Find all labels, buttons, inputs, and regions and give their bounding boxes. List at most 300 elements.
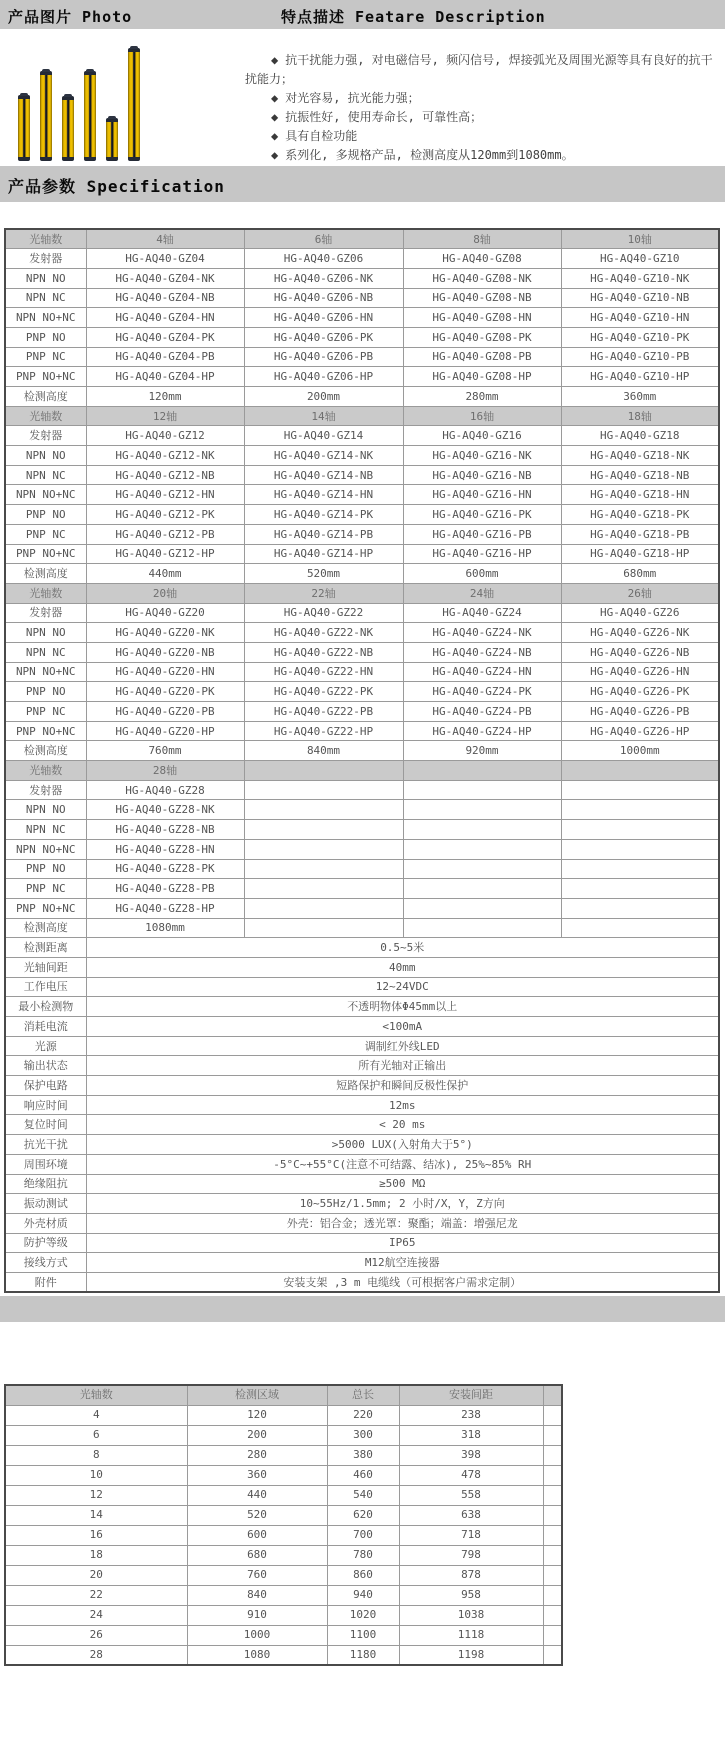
model-number-cell: HG-AQ40-GZ04-PB — [86, 347, 244, 367]
model-number-cell: 840mm — [244, 741, 403, 761]
spec-general-row — [5, 997, 719, 1017]
axes-header-row — [5, 406, 719, 426]
dimension-header-row — [5, 1385, 562, 1405]
model-number-cell: HG-AQ40-GZ18-HP — [561, 544, 719, 564]
axis-count-cell — [561, 761, 719, 781]
row-label-cell: 复位时间 — [5, 1115, 86, 1135]
spec-model-row — [5, 879, 719, 899]
dimension-cell: 558 — [399, 1485, 543, 1505]
dimension-row — [5, 1445, 562, 1465]
row-label-cell: PNP NC — [5, 879, 86, 899]
row-label-cell: PNP NC — [5, 347, 86, 367]
model-number-cell: HG-AQ40-GZ22 — [244, 603, 403, 623]
spec-model-row — [5, 898, 719, 918]
dimension-cell: 20 — [5, 1565, 187, 1585]
model-number-cell: HG-AQ40-GZ16-NK — [403, 446, 561, 466]
model-number-cell: HG-AQ40-GZ16-PB — [403, 524, 561, 544]
dimension-cell: 1198 — [399, 1645, 543, 1665]
spec-value-cell: 安装支架 ,3 m 电缆线（可根据客户需求定制） — [86, 1272, 719, 1292]
dimension-cell: 840 — [187, 1585, 327, 1605]
dimension-cell: 220 — [327, 1405, 399, 1425]
model-number-cell: HG-AQ40-GZ20-PB — [86, 702, 244, 722]
model-number-cell: HG-AQ40-GZ26-PK — [561, 682, 719, 702]
model-number-cell: HG-AQ40-GZ20 — [86, 603, 244, 623]
spec-value-cell: <100mA — [86, 1017, 719, 1037]
spec-general-row — [5, 1056, 719, 1076]
row-label-cell: PNP NO — [5, 505, 86, 525]
features-section-title: 特点描述 Featare Description — [281, 8, 546, 26]
spec-general-row — [5, 1154, 719, 1174]
model-number-cell: HG-AQ40-GZ22-PK — [244, 682, 403, 702]
model-number-cell: HG-AQ40-GZ22-NB — [244, 642, 403, 662]
empty-cell — [543, 1545, 562, 1565]
row-label-cell: 响应时间 — [5, 1095, 86, 1115]
model-number-cell: HG-AQ40-GZ24-NK — [403, 623, 561, 643]
spec-model-row — [5, 505, 719, 525]
spec-model-row — [5, 327, 719, 347]
dimension-cell: 718 — [399, 1525, 543, 1545]
model-number-cell: HG-AQ40-GZ06-NK — [244, 268, 403, 288]
row-label-cell: 周围环境 — [5, 1154, 86, 1174]
row-label-cell: 光轴数 — [5, 406, 86, 426]
spec-value-cell: >5000 LUX(入射角大于5°) — [86, 1135, 719, 1155]
dimension-cell: 10 — [5, 1465, 187, 1485]
spec-model-row — [5, 387, 719, 407]
dimension-cell: 120 — [187, 1405, 327, 1425]
empty-cell — [543, 1485, 562, 1505]
light-curtain-bar — [18, 95, 30, 161]
spec-model-row — [5, 446, 719, 466]
spec-model-row — [5, 249, 719, 269]
axis-count-cell — [244, 761, 403, 781]
feature-list — [245, 51, 719, 184]
row-label-cell: PNP NO+NC — [5, 721, 86, 741]
spec-model-row — [5, 465, 719, 485]
row-label-cell: NPN NC — [5, 288, 86, 308]
model-number-cell: HG-AQ40-GZ26-HN — [561, 662, 719, 682]
dimension-row — [5, 1505, 562, 1525]
spec-model-row — [5, 800, 719, 820]
row-label-cell: 外壳材质 — [5, 1213, 86, 1233]
spec-general-row — [5, 1253, 719, 1273]
dimension-cell: 1020 — [327, 1605, 399, 1625]
dimension-cell: 300 — [327, 1425, 399, 1445]
model-number-cell: HG-AQ40-GZ14-HP — [244, 544, 403, 564]
model-number-cell: HG-AQ40-GZ24 — [403, 603, 561, 623]
model-number-cell — [403, 918, 561, 938]
dimension-row — [5, 1545, 562, 1565]
spec-general-row — [5, 1174, 719, 1194]
model-number-cell: HG-AQ40-GZ04-HN — [86, 308, 244, 328]
spec-model-row — [5, 485, 719, 505]
model-number-cell: HG-AQ40-GZ14 — [244, 426, 403, 446]
axis-count-cell — [403, 761, 561, 781]
axis-count-cell: 20轴 — [86, 583, 244, 603]
spec-general-row — [5, 1076, 719, 1096]
spec-model-row — [5, 623, 719, 643]
model-number-cell: HG-AQ40-GZ04-PK — [86, 327, 244, 347]
column-header-cell: 总长 — [327, 1385, 399, 1405]
spec-model-row — [5, 564, 719, 584]
row-label-cell: 保护电路 — [5, 1076, 86, 1096]
empty-cell — [543, 1405, 562, 1425]
model-number-cell: HG-AQ40-GZ26-NB — [561, 642, 719, 662]
spec-model-row — [5, 820, 719, 840]
row-label-cell: NPN NC — [5, 820, 86, 840]
diamond-bullet-icon: ◆ — [271, 148, 279, 162]
empty-cell — [543, 1525, 562, 1545]
row-label-cell: 光轴数 — [5, 761, 86, 781]
dimension-cell: 1080 — [187, 1645, 327, 1665]
model-number-cell: HG-AQ40-GZ16-HP — [403, 544, 561, 564]
dimension-cell: 360 — [187, 1465, 327, 1485]
model-number-cell: HG-AQ40-GZ18-PB — [561, 524, 719, 544]
model-number-cell — [244, 879, 403, 899]
spec-table — [4, 228, 720, 1293]
row-label-cell: 发射器 — [5, 780, 86, 800]
model-number-cell: HG-AQ40-GZ24-PK — [403, 682, 561, 702]
dimension-cell: 6 — [5, 1425, 187, 1445]
spec-model-row — [5, 544, 719, 564]
dimension-cell: 380 — [327, 1445, 399, 1465]
model-number-cell: HG-AQ40-GZ18-NB — [561, 465, 719, 485]
dimension-cell: 18 — [5, 1545, 187, 1565]
model-number-cell: HG-AQ40-GZ18 — [561, 426, 719, 446]
feature-text: 对光容易, 抗光能力强； — [285, 91, 420, 105]
spec-value-cell: 12ms — [86, 1095, 719, 1115]
model-number-cell: HG-AQ40-GZ26-PB — [561, 702, 719, 722]
row-label-cell: 发射器 — [5, 603, 86, 623]
model-number-cell: HG-AQ40-GZ28-HP — [86, 898, 244, 918]
row-label-cell: 光轴间距 — [5, 957, 86, 977]
dimension-cell: 700 — [327, 1525, 399, 1545]
empty-cell — [543, 1605, 562, 1625]
feature-text: 具有自检功能 — [285, 129, 358, 143]
row-label-cell: PNP NO+NC — [5, 367, 86, 387]
axes-header-row — [5, 583, 719, 603]
model-number-cell: HG-AQ40-GZ06-HN — [244, 308, 403, 328]
model-number-cell — [244, 839, 403, 859]
diamond-bullet-icon: ◆ — [271, 53, 279, 67]
spec-model-row — [5, 682, 719, 702]
model-number-cell: HG-AQ40-GZ20-HP — [86, 721, 244, 741]
model-number-cell: HG-AQ40-GZ16-PK — [403, 505, 561, 525]
model-number-cell: HG-AQ40-GZ04-NB — [86, 288, 244, 308]
dimension-cell: 8 — [5, 1445, 187, 1465]
model-number-cell: HG-AQ40-GZ14-PK — [244, 505, 403, 525]
model-number-cell: HG-AQ40-GZ18-NK — [561, 446, 719, 466]
axes-header-row — [5, 761, 719, 781]
row-label-cell: 光源 — [5, 1036, 86, 1056]
spec-model-row — [5, 702, 719, 722]
axis-count-cell: 22轴 — [244, 583, 403, 603]
dimension-cell: 910 — [187, 1605, 327, 1625]
empty-cell — [543, 1565, 562, 1585]
model-number-cell: HG-AQ40-GZ06-NB — [244, 288, 403, 308]
spec-model-row — [5, 268, 719, 288]
dimension-row — [5, 1525, 562, 1545]
dimension-row — [5, 1425, 562, 1445]
spec-value-cell: M12航空连接器 — [86, 1253, 719, 1273]
empty-cell — [543, 1645, 562, 1665]
feature-item — [245, 89, 719, 108]
photo-section-title: 产品图片 Photo — [8, 8, 133, 26]
model-number-cell: HG-AQ40-GZ10-HN — [561, 308, 719, 328]
spec-section-title: 产品参数 Specification — [8, 177, 225, 196]
model-number-cell — [403, 879, 561, 899]
section-header-specification — [0, 166, 725, 202]
axis-count-cell: 28轴 — [86, 761, 244, 781]
spec-value-cell: 调制红外线LED — [86, 1036, 719, 1056]
model-number-cell: 520mm — [244, 564, 403, 584]
row-label-cell: NPN NO+NC — [5, 308, 86, 328]
model-number-cell — [244, 859, 403, 879]
dimension-cell: 12 — [5, 1485, 187, 1505]
feature-text: 系列化, 多规格产品, 检测高度从120mm到1080mm。 — [285, 148, 574, 162]
row-label-cell: NPN NO+NC — [5, 662, 86, 682]
model-number-cell: HG-AQ40-GZ28-PB — [86, 879, 244, 899]
dimension-cell: 1180 — [327, 1645, 399, 1665]
dimension-cell: 28 — [5, 1645, 187, 1665]
spec-general-row — [5, 1233, 719, 1253]
spec-general-row — [5, 1017, 719, 1037]
model-number-cell — [561, 879, 719, 899]
spec-general-row — [5, 957, 719, 977]
light-curtain-bar — [106, 118, 118, 161]
row-label-cell: NPN NO — [5, 268, 86, 288]
model-number-cell: HG-AQ40-GZ06 — [244, 249, 403, 269]
dimension-cell: 318 — [399, 1425, 543, 1445]
row-label-cell: NPN NO — [5, 800, 86, 820]
model-number-cell: HG-AQ40-GZ12-PB — [86, 524, 244, 544]
model-number-cell: HG-AQ40-GZ20-NK — [86, 623, 244, 643]
row-label-cell: 发射器 — [5, 249, 86, 269]
dimension-cell: 540 — [327, 1485, 399, 1505]
dimension-cell: 680 — [187, 1545, 327, 1565]
empty-cell — [543, 1505, 562, 1525]
dimension-row — [5, 1405, 562, 1425]
dimension-cell: 1000 — [187, 1625, 327, 1645]
feature-item — [245, 127, 719, 146]
model-number-cell: HG-AQ40-GZ24-HP — [403, 721, 561, 741]
model-number-cell: 920mm — [403, 741, 561, 761]
light-curtain-bar — [40, 71, 52, 161]
dimension-cell: 940 — [327, 1585, 399, 1605]
row-label-cell: 防护等级 — [5, 1233, 86, 1253]
axis-count-cell: 16轴 — [403, 406, 561, 426]
spec-general-row — [5, 1095, 719, 1115]
row-label-cell: 绝缘阻抗 — [5, 1174, 86, 1194]
row-label-cell: 光轴数 — [5, 229, 86, 249]
row-label-cell: 检测高度 — [5, 741, 86, 761]
model-number-cell: HG-AQ40-GZ08-NK — [403, 268, 561, 288]
model-number-cell: HG-AQ40-GZ14-PB — [244, 524, 403, 544]
model-number-cell: HG-AQ40-GZ10-NB — [561, 288, 719, 308]
section-divider-bar — [0, 1296, 725, 1322]
model-number-cell: HG-AQ40-GZ28-NK — [86, 800, 244, 820]
row-label-cell: NPN NC — [5, 642, 86, 662]
spec-model-row — [5, 347, 719, 367]
feature-text: 抗振性好, 使用寿命长, 可靠性高； — [285, 110, 483, 124]
model-number-cell — [561, 918, 719, 938]
diamond-bullet-icon: ◆ — [271, 110, 279, 124]
spec-general-row — [5, 1115, 719, 1135]
spec-general-row — [5, 1213, 719, 1233]
spec-general-row — [5, 977, 719, 997]
spec-model-row — [5, 662, 719, 682]
model-number-cell — [561, 820, 719, 840]
row-label-cell: NPN NO — [5, 446, 86, 466]
empty-header-cell — [543, 1385, 562, 1405]
model-number-cell — [403, 859, 561, 879]
row-label-cell: 接线方式 — [5, 1253, 86, 1273]
model-number-cell — [561, 839, 719, 859]
model-number-cell — [244, 800, 403, 820]
feature-item — [245, 51, 719, 89]
model-number-cell — [561, 859, 719, 879]
model-number-cell: HG-AQ40-GZ12-HN — [86, 485, 244, 505]
model-number-cell: HG-AQ40-GZ28-HN — [86, 839, 244, 859]
model-number-cell: HG-AQ40-GZ10-PB — [561, 347, 719, 367]
axis-count-cell: 10轴 — [561, 229, 719, 249]
model-number-cell — [244, 820, 403, 840]
dimension-cell: 280 — [187, 1445, 327, 1465]
model-number-cell: HG-AQ40-GZ08-PB — [403, 347, 561, 367]
model-number-cell: 600mm — [403, 564, 561, 584]
row-label-cell: 检测高度 — [5, 918, 86, 938]
row-label-cell: PNP NO — [5, 859, 86, 879]
model-number-cell: 1000mm — [561, 741, 719, 761]
light-curtain-bar — [128, 48, 140, 161]
spec-model-row — [5, 642, 719, 662]
light-curtain-bar — [62, 96, 74, 161]
dimension-cell: 24 — [5, 1605, 187, 1625]
axis-count-cell: 18轴 — [561, 406, 719, 426]
row-label-cell: 输出状态 — [5, 1056, 86, 1076]
row-label-cell: 检测高度 — [5, 564, 86, 584]
model-number-cell: HG-AQ40-GZ24-HN — [403, 662, 561, 682]
feature-text: 抗干扰能力强, 对电磁信号, 频闪信号, 焊接弧光及周围光源等具有良好的抗干扰能力； — [245, 53, 713, 86]
model-number-cell — [403, 780, 561, 800]
spec-value-cell: IP65 — [86, 1233, 719, 1253]
empty-cell — [543, 1465, 562, 1485]
model-number-cell: HG-AQ40-GZ22-HP — [244, 721, 403, 741]
model-number-cell: HG-AQ40-GZ26 — [561, 603, 719, 623]
row-label-cell: NPN NO — [5, 623, 86, 643]
model-number-cell: 280mm — [403, 387, 561, 407]
model-number-cell: HG-AQ40-GZ10-HP — [561, 367, 719, 387]
model-number-cell: HG-AQ40-GZ22-HN — [244, 662, 403, 682]
column-header-cell: 光轴数 — [5, 1385, 187, 1405]
spec-value-cell: 40mm — [86, 957, 719, 977]
dimension-row — [5, 1485, 562, 1505]
model-number-cell: HG-AQ40-GZ12 — [86, 426, 244, 446]
dimension-row — [5, 1465, 562, 1485]
axis-count-cell: 14轴 — [244, 406, 403, 426]
dimension-row — [5, 1605, 562, 1625]
dimension-cell: 760 — [187, 1565, 327, 1585]
model-number-cell — [244, 898, 403, 918]
dimension-cell: 600 — [187, 1525, 327, 1545]
model-number-cell: HG-AQ40-GZ28-NB — [86, 820, 244, 840]
model-number-cell: HG-AQ40-GZ06-PK — [244, 327, 403, 347]
model-number-cell: HG-AQ40-GZ04-NK — [86, 268, 244, 288]
spec-value-cell: 所有光轴对正输出 — [86, 1056, 719, 1076]
model-number-cell: HG-AQ40-GZ26-NK — [561, 623, 719, 643]
dimension-row — [5, 1565, 562, 1585]
spec-model-row — [5, 839, 719, 859]
model-number-cell: HG-AQ40-GZ24-PB — [403, 702, 561, 722]
column-header-cell: 安装间距 — [399, 1385, 543, 1405]
column-header-cell: 检测区域 — [187, 1385, 327, 1405]
model-number-cell: HG-AQ40-GZ14-NB — [244, 465, 403, 485]
model-number-cell: HG-AQ40-GZ10-PK — [561, 327, 719, 347]
dimension-cell: 16 — [5, 1525, 187, 1545]
row-label-cell: NPN NC — [5, 465, 86, 485]
feature-item — [245, 146, 719, 165]
model-number-cell: HG-AQ40-GZ04 — [86, 249, 244, 269]
axis-count-cell: 24轴 — [403, 583, 561, 603]
axis-count-cell: 12轴 — [86, 406, 244, 426]
dimension-cell: 860 — [327, 1565, 399, 1585]
spec-model-row — [5, 721, 719, 741]
model-number-cell — [561, 780, 719, 800]
diamond-bullet-icon: ◆ — [271, 91, 279, 105]
model-number-cell: HG-AQ40-GZ16-NB — [403, 465, 561, 485]
spec-model-row — [5, 859, 719, 879]
model-number-cell: HG-AQ40-GZ28 — [86, 780, 244, 800]
spec-model-row — [5, 918, 719, 938]
model-number-cell: HG-AQ40-GZ10-NK — [561, 268, 719, 288]
dimension-row — [5, 1625, 562, 1645]
dimension-cell: 4 — [5, 1405, 187, 1425]
axis-count-cell: 6轴 — [244, 229, 403, 249]
model-number-cell: 440mm — [86, 564, 244, 584]
spec-general-row — [5, 1135, 719, 1155]
model-number-cell: HG-AQ40-GZ12-HP — [86, 544, 244, 564]
row-label-cell: 消耗电流 — [5, 1017, 86, 1037]
dimension-cell: 958 — [399, 1585, 543, 1605]
model-number-cell: HG-AQ40-GZ14-NK — [244, 446, 403, 466]
axes-header-row — [5, 229, 719, 249]
dimension-cell: 780 — [327, 1545, 399, 1565]
spec-model-row — [5, 308, 719, 328]
dimension-cell: 798 — [399, 1545, 543, 1565]
model-number-cell: HG-AQ40-GZ10 — [561, 249, 719, 269]
model-number-cell: HG-AQ40-GZ28-PK — [86, 859, 244, 879]
dimension-cell: 460 — [327, 1465, 399, 1485]
dimension-row — [5, 1645, 562, 1665]
row-label-cell: 最小检测物 — [5, 997, 86, 1017]
empty-cell — [543, 1625, 562, 1645]
model-number-cell: HG-AQ40-GZ08-PK — [403, 327, 561, 347]
model-number-cell: HG-AQ40-GZ24-NB — [403, 642, 561, 662]
row-label-cell: 检测距离 — [5, 938, 86, 958]
axis-count-cell: 26轴 — [561, 583, 719, 603]
intro-section — [0, 29, 725, 166]
model-number-cell: 1080mm — [86, 918, 244, 938]
light-curtain-bar — [84, 71, 96, 161]
row-label-cell: PNP NO — [5, 682, 86, 702]
model-number-cell — [244, 918, 403, 938]
empty-cell — [543, 1425, 562, 1445]
model-number-cell: 360mm — [561, 387, 719, 407]
model-number-cell: HG-AQ40-GZ12-NK — [86, 446, 244, 466]
spec-model-row — [5, 524, 719, 544]
spec-model-row — [5, 780, 719, 800]
model-number-cell: 200mm — [244, 387, 403, 407]
model-number-cell: HG-AQ40-GZ08-NB — [403, 288, 561, 308]
